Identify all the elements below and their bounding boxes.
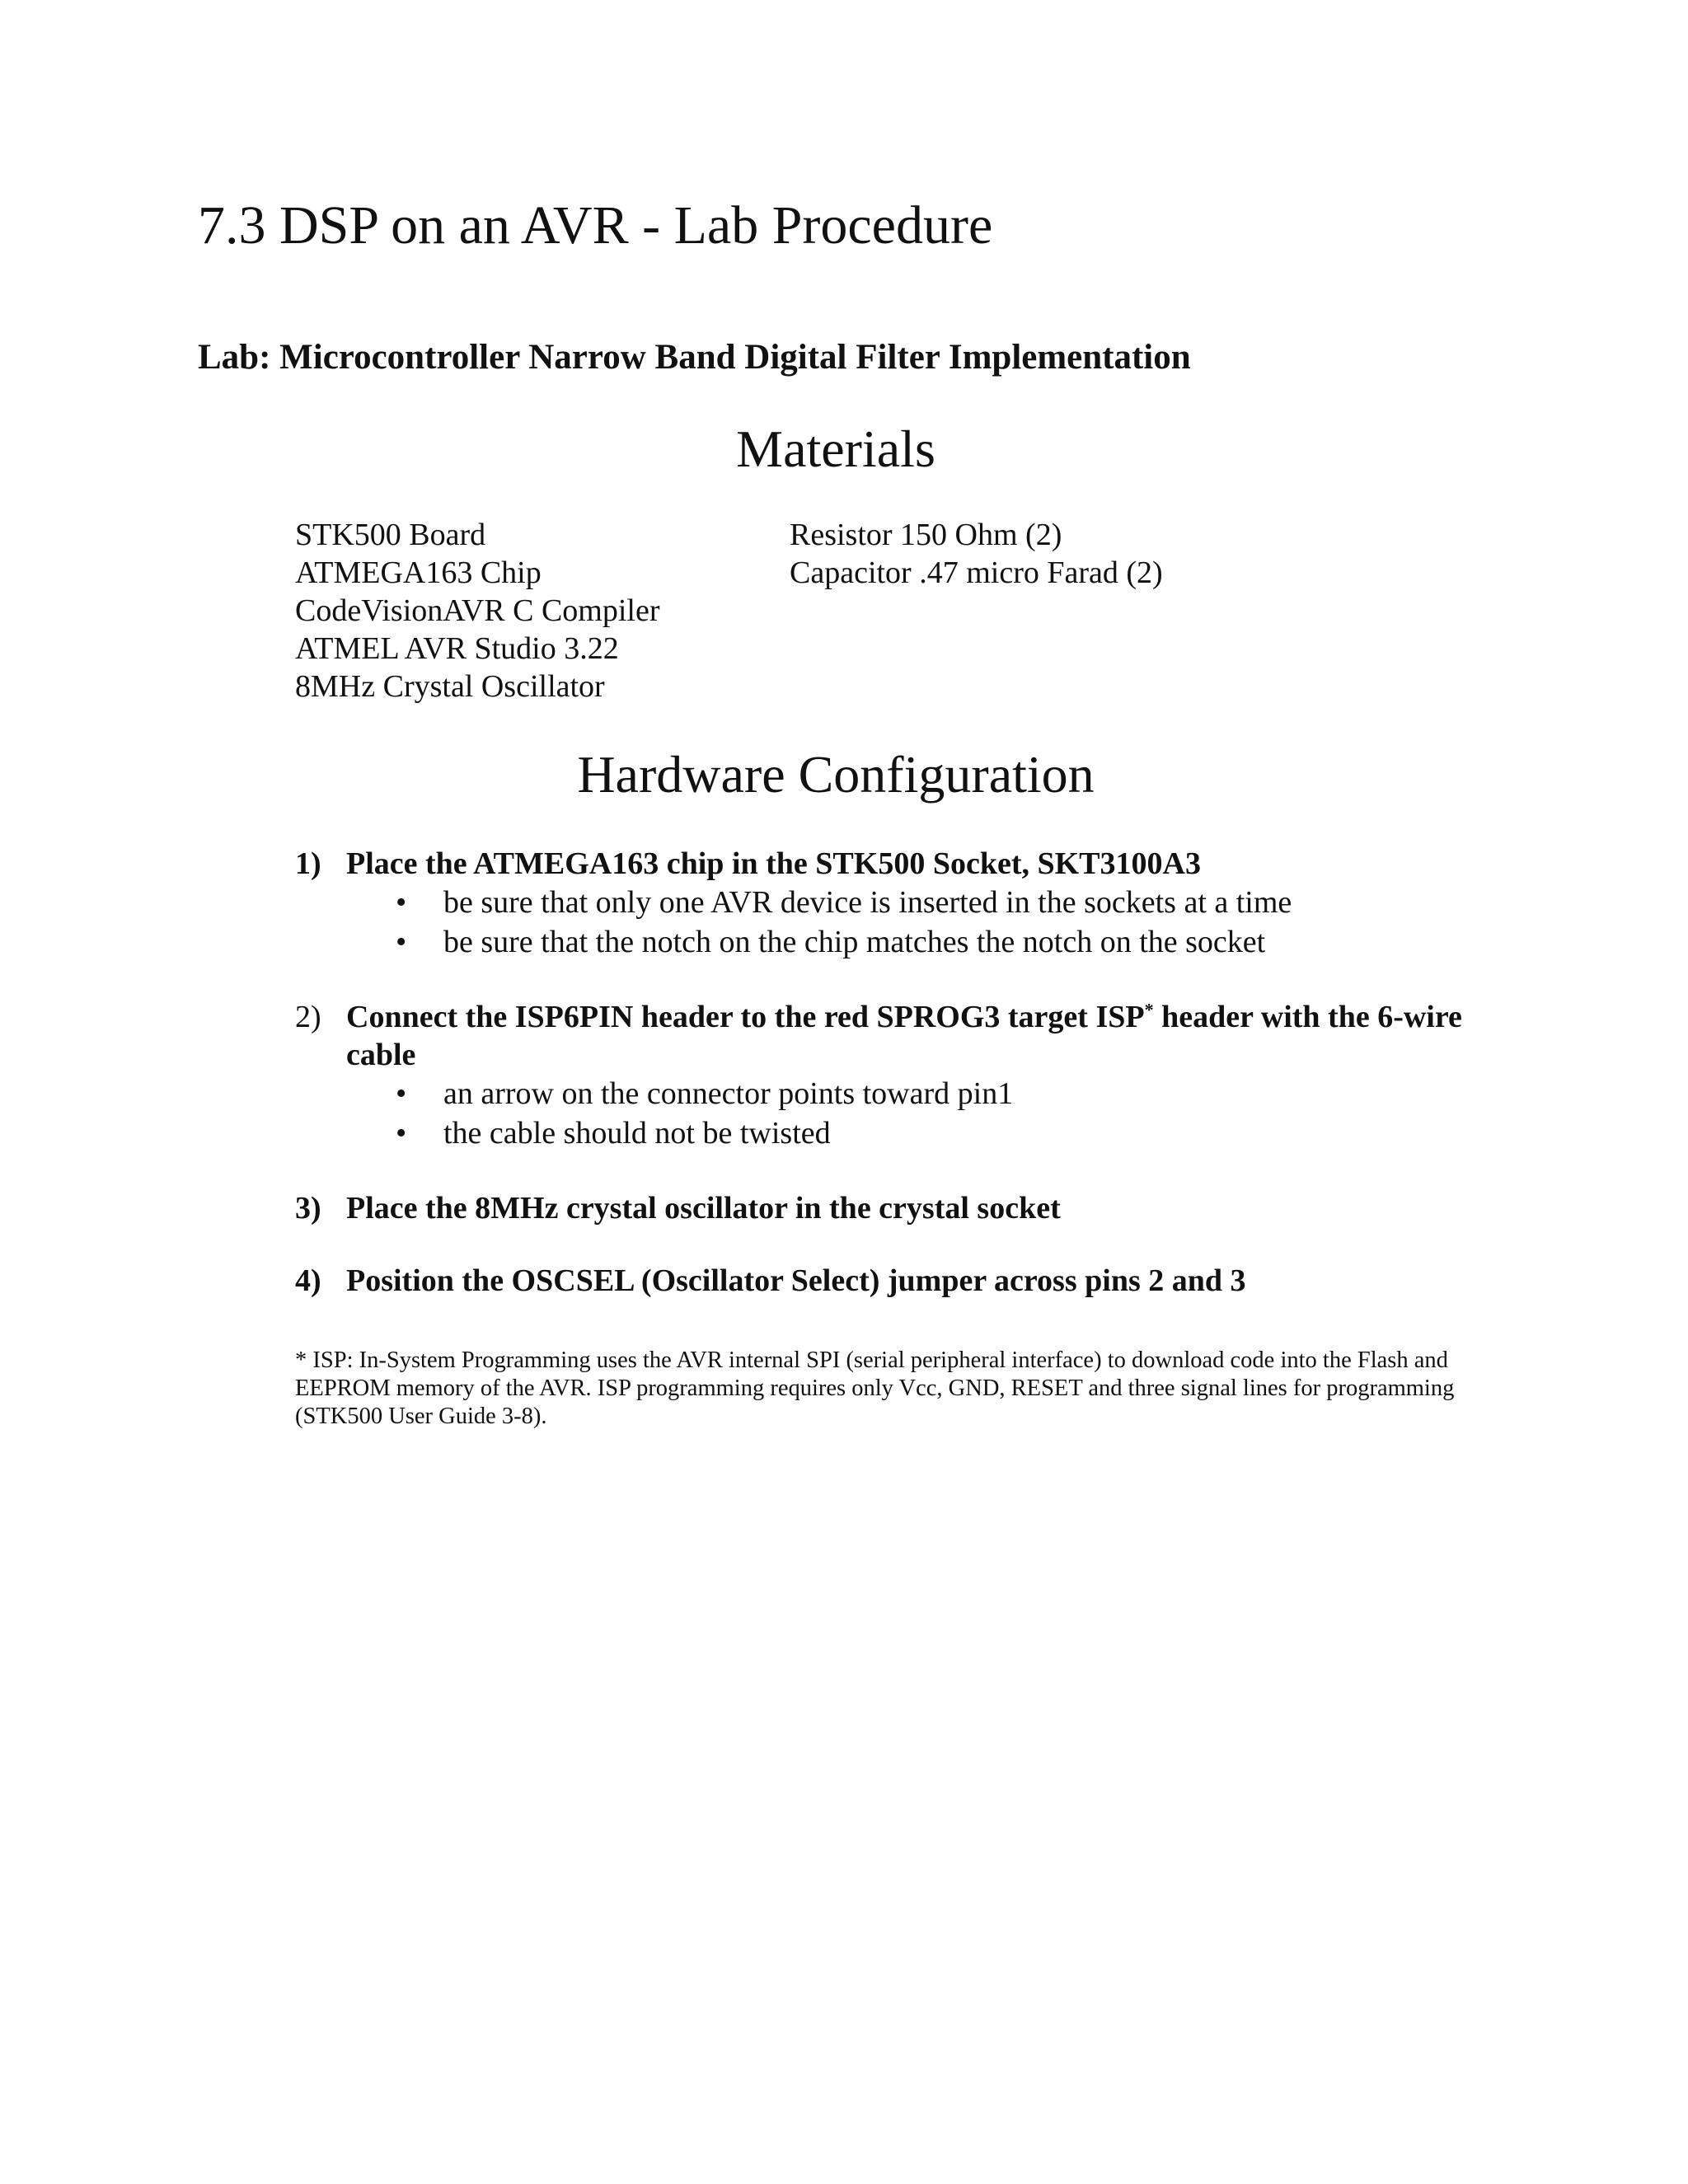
material-item: ATMEGA163 Chip bbox=[295, 555, 542, 590]
bullet-icon: • bbox=[396, 885, 407, 920]
step-number: 1) bbox=[295, 846, 321, 881]
isp-footnote: * ISP: In-System Programming uses the AVR internal SPI (serial peripheral interface) to download code into the Flash and EEPROM memory of the AVR. ISP programming requires only Vcc, GND, RESET and three signal lines for programming (STK500 User Guide 3-8). bbox=[295, 1347, 1455, 1429]
material-item: 8MHz Crystal Oscillator bbox=[295, 669, 605, 704]
step-bullets bbox=[295, 1074, 1482, 1153]
materials-heading: Materials bbox=[736, 419, 935, 478]
bullet-text: an arrow on the connector points toward pin1 bbox=[443, 1076, 1014, 1111]
bullet-text: the cable should not be twisted bbox=[443, 1116, 831, 1151]
step-text-part: header with the 6-wire cable bbox=[346, 1000, 1462, 1072]
materials-list-left bbox=[295, 516, 660, 705]
hardware-steps bbox=[295, 845, 1482, 1300]
step-bullets bbox=[295, 883, 1482, 962]
list-item bbox=[295, 922, 1482, 962]
bullet-icon: • bbox=[396, 1116, 407, 1151]
step-text: Place the 8MHz crystal oscillator in the crystal socket bbox=[346, 1191, 1061, 1226]
bullet-icon: • bbox=[396, 1076, 407, 1111]
list-item bbox=[295, 1074, 1482, 1113]
list-item bbox=[295, 883, 1482, 922]
step-number: 2) bbox=[295, 1000, 321, 1034]
material-item: Capacitor .47 micro Farad (2) bbox=[790, 555, 1163, 590]
step-number: 4) bbox=[295, 1263, 321, 1298]
materials-list-right bbox=[790, 516, 1163, 592]
step-4 bbox=[295, 1262, 1482, 1300]
material-item: ATMEL AVR Studio 3.22 bbox=[295, 631, 619, 666]
step-text: Place the ATMEGA163 chip in the STK500 Socket, SKT3100A3 bbox=[346, 846, 1201, 881]
material-item: Resistor 150 Ohm (2) bbox=[790, 518, 1062, 552]
step-3 bbox=[295, 1189, 1482, 1227]
step-text: Position the OSCSEL (Oscillator Select) jumper across pins 2 and 3 bbox=[346, 1263, 1246, 1298]
list-item bbox=[295, 1113, 1482, 1153]
bullet-text: be sure that the notch on the chip matches the notch on the socket bbox=[443, 925, 1266, 959]
material-item: STK500 Board bbox=[295, 518, 486, 552]
step-2 bbox=[295, 998, 1482, 1153]
bullet-icon: • bbox=[396, 925, 407, 959]
lab-subtitle: Lab: Microcontroller Narrow Band Digital Filter Implementation bbox=[198, 338, 1191, 377]
material-item: CodeVisionAVR C Compiler bbox=[295, 593, 660, 628]
step-text bbox=[346, 998, 1482, 1074]
step-1 bbox=[295, 845, 1482, 962]
footnote-marker: * bbox=[1144, 999, 1154, 1020]
hardware-configuration-heading: Hardware Configuration bbox=[577, 745, 1095, 804]
step-text-part: Connect the ISP6PIN header to the red SPROG3 target ISP bbox=[346, 1000, 1145, 1034]
bullet-text: be sure that only one AVR device is inserted in the sockets at a time bbox=[443, 885, 1292, 920]
page-title: 7.3 DSP on an AVR - Lab Procedure bbox=[198, 195, 993, 255]
step-number: 3) bbox=[295, 1191, 321, 1226]
